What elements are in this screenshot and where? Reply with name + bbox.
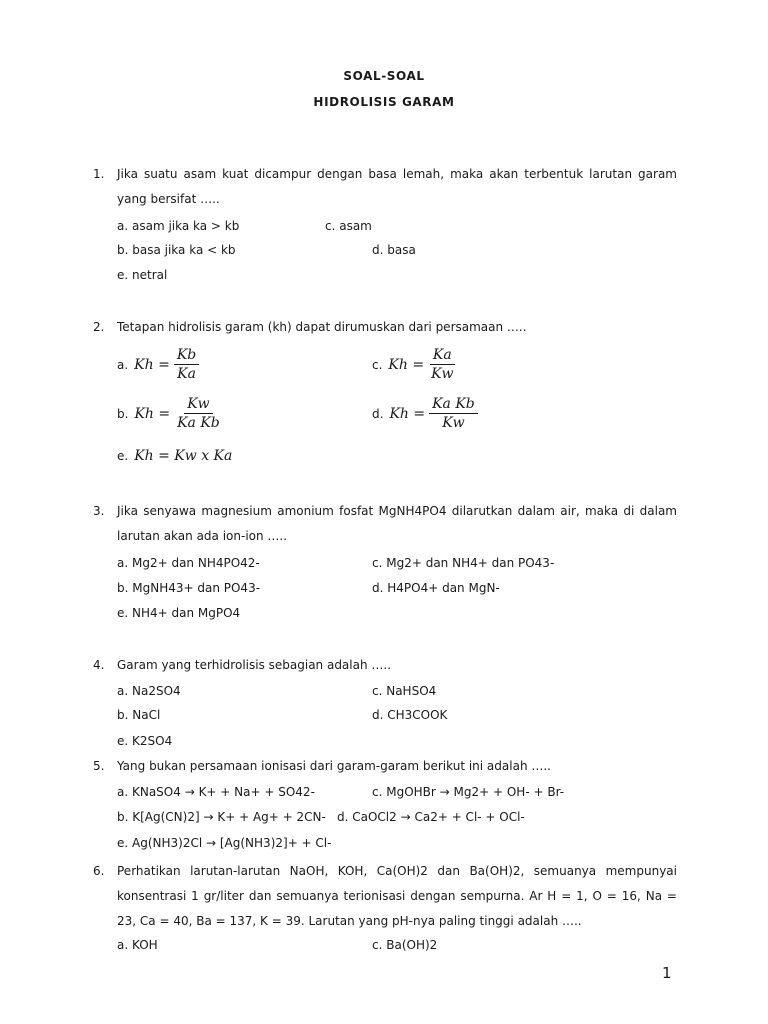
option-e: e. NH4+ dan MgPO4 [117, 606, 241, 620]
formula-e: e. Kh = Kw x Ka [117, 448, 233, 464]
option-a: a. Mg2+ dan NH4PO42- [117, 556, 260, 570]
option-a: a. KOH [117, 938, 158, 952]
option-d: d. CaOCl2 → Ca2+ + Cl- + OCl- [337, 810, 525, 824]
formula-b: b. Kh = $\frac{Kw}{\text{Ka Kb}}$ [117, 396, 220, 431]
option-e: e. Ag(NH3)2Cl → [Ag(NH3)2]+ + Cl- [117, 836, 332, 850]
page-number: 1 [662, 964, 672, 982]
option-b: b. basa jika ka < kb [117, 243, 236, 257]
option-b: b. K[Ag(CN)2] → K+ + Ag+ + 2CN- [117, 810, 326, 824]
option-d: d. CH3COOK [372, 708, 448, 722]
option-b: b. NaCl [117, 708, 161, 722]
option-c: c. Mg2+ dan NH4+ dan PO43- [372, 556, 555, 570]
formula-d: d. Kh = $\frac{\text{Ka Kb}}{Kw}$ [372, 396, 482, 431]
page-subtitle: HIDROLISIS GARAM [313, 95, 455, 109]
option-a: a. KNaSO4 → K+ + Na+ + SO42- [117, 785, 315, 799]
option-c: c. asam [325, 219, 372, 233]
question-number: 3. [93, 504, 105, 518]
page-title: SOAL-SOAL [343, 69, 425, 83]
question-number: 4. [93, 658, 105, 672]
option-e: e. netral [117, 268, 168, 282]
option-b: b. MgNH43+ dan PO43- [117, 581, 261, 595]
question-text: Garam yang terhidrolisis sebagian adalah ….. [117, 658, 392, 672]
option-e: e. K2SO4 [117, 734, 173, 748]
question-text: Jika senyawa magnesium amonium fosfat MgNH4PO4 dilarutkan dalam air, maka di dalam larutan akan ada ion-ion ….. [117, 504, 677, 543]
question-text: Perhatikan larutan-larutan NaOH, KOH, Ca(OH)2 dan Ba(OH)2, semuanya mempunyai konsentrasi 1 gr/liter dan semuanya terionisasi dengan sempurna. Ar H = 1, O = 16, Na = 23, Ca = 40, Ba = 137, K = 39. Larutan yang pH-nya paling tinggi adalah ….. [117, 864, 677, 928]
question-number: 6. [93, 864, 105, 878]
option-d: d. basa [372, 243, 416, 257]
question-text: Jika suatu asam kuat dicampur dengan basa lemah, maka akan terbentuk larutan garam yang bersifat ….. [117, 167, 677, 206]
question-number: 2. [93, 320, 105, 334]
option-c: c. NaHSO4 [372, 684, 437, 698]
question-text: Yang bukan persamaan ionisasi dari garam-garam berikut ini adalah ….. [117, 759, 551, 773]
question-text: Tetapan hidrolisis garam (kh) dapat dirumuskan dari persamaan ….. [117, 320, 527, 334]
option-c: c. Ba(OH)2 [372, 938, 438, 952]
formula-a: a. Kh = $\frac{Kb}{Ka}$ [117, 347, 203, 382]
formula-c: c. Kh = $\frac{Ka}{Kw}$ [372, 347, 454, 382]
question-number: 1. [93, 167, 105, 181]
question-number: 5. [93, 759, 105, 773]
option-c: c. MgOHBr → Mg2+ + OH- + Br- [372, 785, 565, 799]
option-d: d. H4PO4+ dan MgN- [372, 581, 500, 595]
option-a: a. Na2SO4 [117, 684, 181, 698]
option-a: a. asam jika ka > kb [117, 219, 240, 233]
